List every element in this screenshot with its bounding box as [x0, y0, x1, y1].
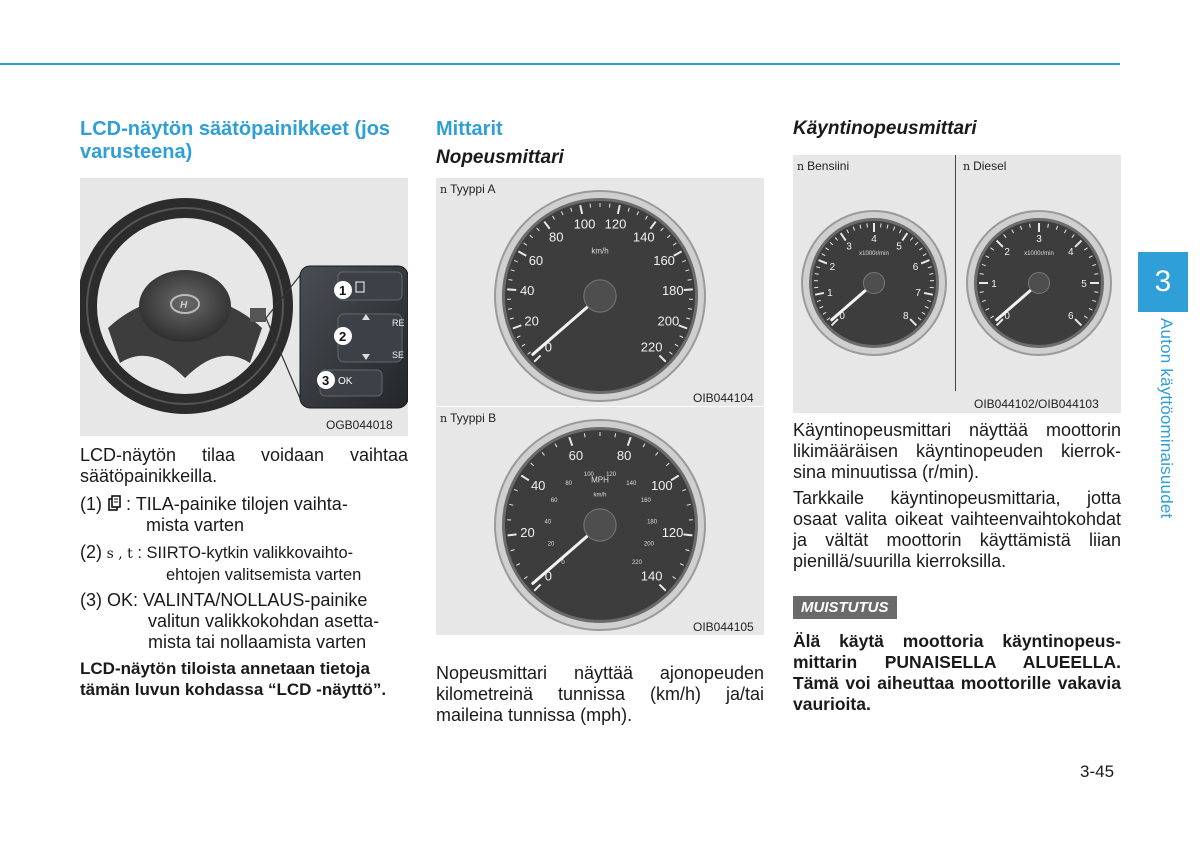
type-a-figure-code: OIB044104	[693, 391, 754, 405]
speed-b-inner-label-60: 60	[550, 497, 558, 504]
speed-b-label-60: 60	[568, 448, 584, 464]
speed-b-label-80: 80	[616, 448, 632, 464]
speed-b-unit-2: km/h	[593, 492, 607, 499]
speed-a-tick	[508, 309, 512, 310]
speed-a-hub	[584, 280, 616, 312]
item-1-continuation: mista varten	[146, 515, 245, 535]
re-label: RE	[392, 318, 405, 328]
move-switch-symbols: s , t	[106, 546, 133, 562]
speed-a-unit: km/h	[591, 246, 609, 256]
speed-a-label-60: 60	[528, 253, 544, 269]
speed-b-unit: MPH	[591, 475, 609, 485]
tachometer-advice: Tarkkaile käyntinopeusmittaria, jotta osaat valita oikeat vaihteenvaihtokohdat ja vältät moottorin käyttämistä liian pienillä/suurilla kierroksilla.	[793, 488, 1121, 571]
speed-b-tick	[584, 433, 585, 437]
tach-diesel-label-6: 6	[1068, 310, 1074, 322]
speed-a-label-160: 160	[653, 253, 675, 269]
speed-b-label-0: 0	[544, 568, 552, 584]
tach-petrol-label-3: 3	[846, 241, 852, 253]
tach-diesel-tick	[1030, 224, 1031, 228]
tach-petrol-label-1: 1	[827, 287, 833, 299]
tach-petrol-tick	[815, 274, 819, 275]
tach-diesel-label-5: 5	[1081, 279, 1087, 290]
callout-1: 1	[339, 283, 347, 298]
bullet-glyph: n	[440, 183, 448, 196]
tach-diesel-tick	[1094, 292, 1098, 293]
type-b-caption: n Tyyppi B	[440, 411, 497, 425]
speed-a-label-40: 40	[519, 282, 535, 298]
tach-diesel-hub	[1028, 272, 1049, 293]
speed-b-tick	[683, 534, 692, 535]
speed-a-label-220: 220	[640, 339, 663, 355]
caution-warning-text: Älä käytä moottoria käyntinopeusmittarin PUNAISELLA ALUEELLA. Tämä voi aiheuttaa moottorille vakavia vaurioita.	[793, 631, 1121, 714]
figure-divider	[955, 155, 956, 391]
tach-petrol-label-8: 8	[903, 310, 909, 322]
tach-petrol-label-0: 0	[839, 310, 845, 322]
speed-a-tick	[684, 289, 693, 290]
speed-a-label-0: 0	[544, 339, 552, 355]
subheading-speedometer: Nopeusmittari	[436, 147, 564, 168]
speed-a-tick	[688, 309, 692, 310]
page-number: 3-45	[1080, 762, 1115, 781]
list-item-1	[80, 494, 410, 536]
section-heading-gauges: Mittarit	[436, 118, 503, 140]
item-3-text: (3) OK: VALINTA/NOLLAUS-painike	[80, 590, 368, 610]
list-item-3	[80, 590, 410, 653]
tach-petrol-label-2: 2	[829, 261, 836, 273]
callout-2: 2	[339, 329, 347, 344]
type-a-caption: n Tyyppi A	[440, 182, 496, 196]
speedometer-type-a-figure	[436, 178, 764, 406]
tach-diesel-label-0: 0	[1004, 310, 1010, 322]
speed-a-label-180: 180	[661, 282, 684, 298]
speed-b-inner-label-80: 80	[565, 481, 573, 488]
tach-diesel-label-2: 2	[1004, 247, 1010, 259]
steering-wheel-figure	[80, 178, 408, 436]
speed-a-label-140: 140	[632, 229, 655, 245]
petrol-caption: n Bensiini	[797, 159, 850, 173]
speed-b-label-100: 100	[650, 478, 673, 494]
item-1-text: : TILA-painike tilojen vaihta-	[126, 494, 348, 514]
speed-b-tick	[615, 433, 616, 437]
speed-b-inner-label-100: 100	[583, 471, 594, 478]
speed-b-label-120: 120	[661, 525, 684, 541]
figure-code-ogb: OGB044018	[326, 418, 393, 432]
tach-petrol-hub	[863, 272, 884, 293]
item-2-continuation: ehtojen valitsemista varten	[166, 566, 362, 584]
item-2-text: : SIIRTO-kytkin valikkovaihto-	[137, 544, 354, 562]
steering-wheel-illustration	[80, 178, 408, 436]
tach-petrol-label-4: 4	[871, 234, 877, 245]
item-3-continuation-1: valitun valikkokohdan asetta-	[148, 611, 380, 631]
callout-3: 3	[322, 373, 330, 388]
tach-diesel-label-4: 4	[1068, 247, 1074, 259]
section-heading-lcd-buttons: LCD-näytön säätöpainikkeet (jos varusteena)	[80, 118, 391, 163]
speedometer-b-dial	[436, 407, 764, 635]
tach-diesel-tick	[980, 292, 984, 293]
tachometer-figure	[793, 155, 1121, 413]
speed-b-inner-label-200: 200	[643, 541, 654, 548]
tach-diesel-unit: x1000r/min	[1024, 251, 1054, 258]
tach-diesel-tick	[1048, 224, 1049, 228]
speed-b-inner-label-40: 40	[544, 519, 552, 526]
tach-diesel-tick	[1094, 274, 1098, 275]
subheading-tachometer: Käyntinopeusmittari	[793, 118, 977, 139]
speed-a-tick	[508, 279, 512, 280]
speed-b-hub	[584, 509, 616, 541]
speed-a-label-100: 100	[573, 216, 596, 232]
se-label: SE	[392, 350, 405, 360]
lcd-note: LCD-näytön tiloista annetaan tietoja tämän luvun kohdassa “LCD -näyttö”.	[80, 659, 387, 699]
tach-petrol-label-6: 6	[912, 261, 919, 273]
speed-b-inner-label-180: 180	[647, 519, 658, 526]
speed-a-label-20: 20	[524, 313, 539, 329]
tachometer-figure-code: OIB044102/OIB044103	[974, 397, 1099, 411]
speed-b-inner-label-140: 140	[626, 481, 637, 488]
tach-diesel-tick	[980, 274, 984, 275]
lcd-intro-text: LCD-näytön tilaa voidaan vaihtaa säätöpainikkeilla.	[80, 445, 408, 486]
speed-b-inner-label-220: 220	[631, 559, 642, 566]
speed-b-inner-label-160: 160	[640, 497, 651, 504]
tach-diesel-label-1: 1	[991, 279, 997, 290]
tach-petrol-tick	[929, 274, 933, 275]
speed-b-inner-label-120: 120	[606, 471, 617, 478]
tachometer-dials	[793, 155, 1121, 413]
speedometer-description: Nopeusmittari näyttää ajonopeuden kilometreinä tunnissa (km/h) ja/tai maileina tunnissa (mph).	[436, 663, 764, 725]
svg-text:H: H	[180, 300, 188, 311]
speed-b-tick	[508, 534, 517, 535]
item-3-continuation-2: mista tai nollaamista varten	[148, 632, 367, 652]
item-1-number: (1)	[80, 494, 102, 514]
list-item-2	[80, 542, 410, 586]
speed-a-tick	[688, 279, 692, 280]
tachometer-description: Käyntinopeusmittari näyttää moottorin likimääräisen käyntinopeuden kierroksina minuutissa (r/min).	[793, 420, 1121, 482]
speed-b-label-20: 20	[520, 525, 535, 541]
chapter-tab: 3	[1138, 252, 1188, 312]
mode-button-icon	[107, 495, 121, 513]
chapter-title-vertical: Auton käyttöominaisuudet	[1157, 318, 1176, 519]
speedometer-type-b-figure	[436, 407, 764, 635]
tach-petrol-label-7: 7	[915, 287, 921, 299]
ok-button-label: OK	[338, 376, 353, 387]
header-rule	[0, 63, 1120, 65]
tach-petrol-label-5: 5	[896, 241, 902, 253]
speed-b-inner-label-0: 0	[561, 559, 565, 566]
tach-diesel-label-3: 3	[1036, 234, 1042, 245]
type-b-figure-code: OIB044105	[693, 620, 754, 634]
speedometer-a-dial	[436, 178, 764, 406]
diesel-caption: n Diesel	[963, 159, 1007, 173]
speed-b-label-40: 40	[530, 478, 546, 494]
speed-a-label-120: 120	[604, 216, 627, 232]
speed-b-inner-label-20: 20	[547, 541, 555, 548]
speed-a-label-200: 200	[657, 313, 680, 329]
item-2-number: (2)	[80, 542, 102, 562]
speed-a-label-80: 80	[549, 229, 564, 245]
speed-b-label-140: 140	[640, 568, 663, 584]
speed-a-tick	[507, 289, 516, 290]
caution-badge: MUISTUTUS	[793, 596, 897, 619]
tach-petrol-unit: x1000r/min	[859, 251, 889, 258]
